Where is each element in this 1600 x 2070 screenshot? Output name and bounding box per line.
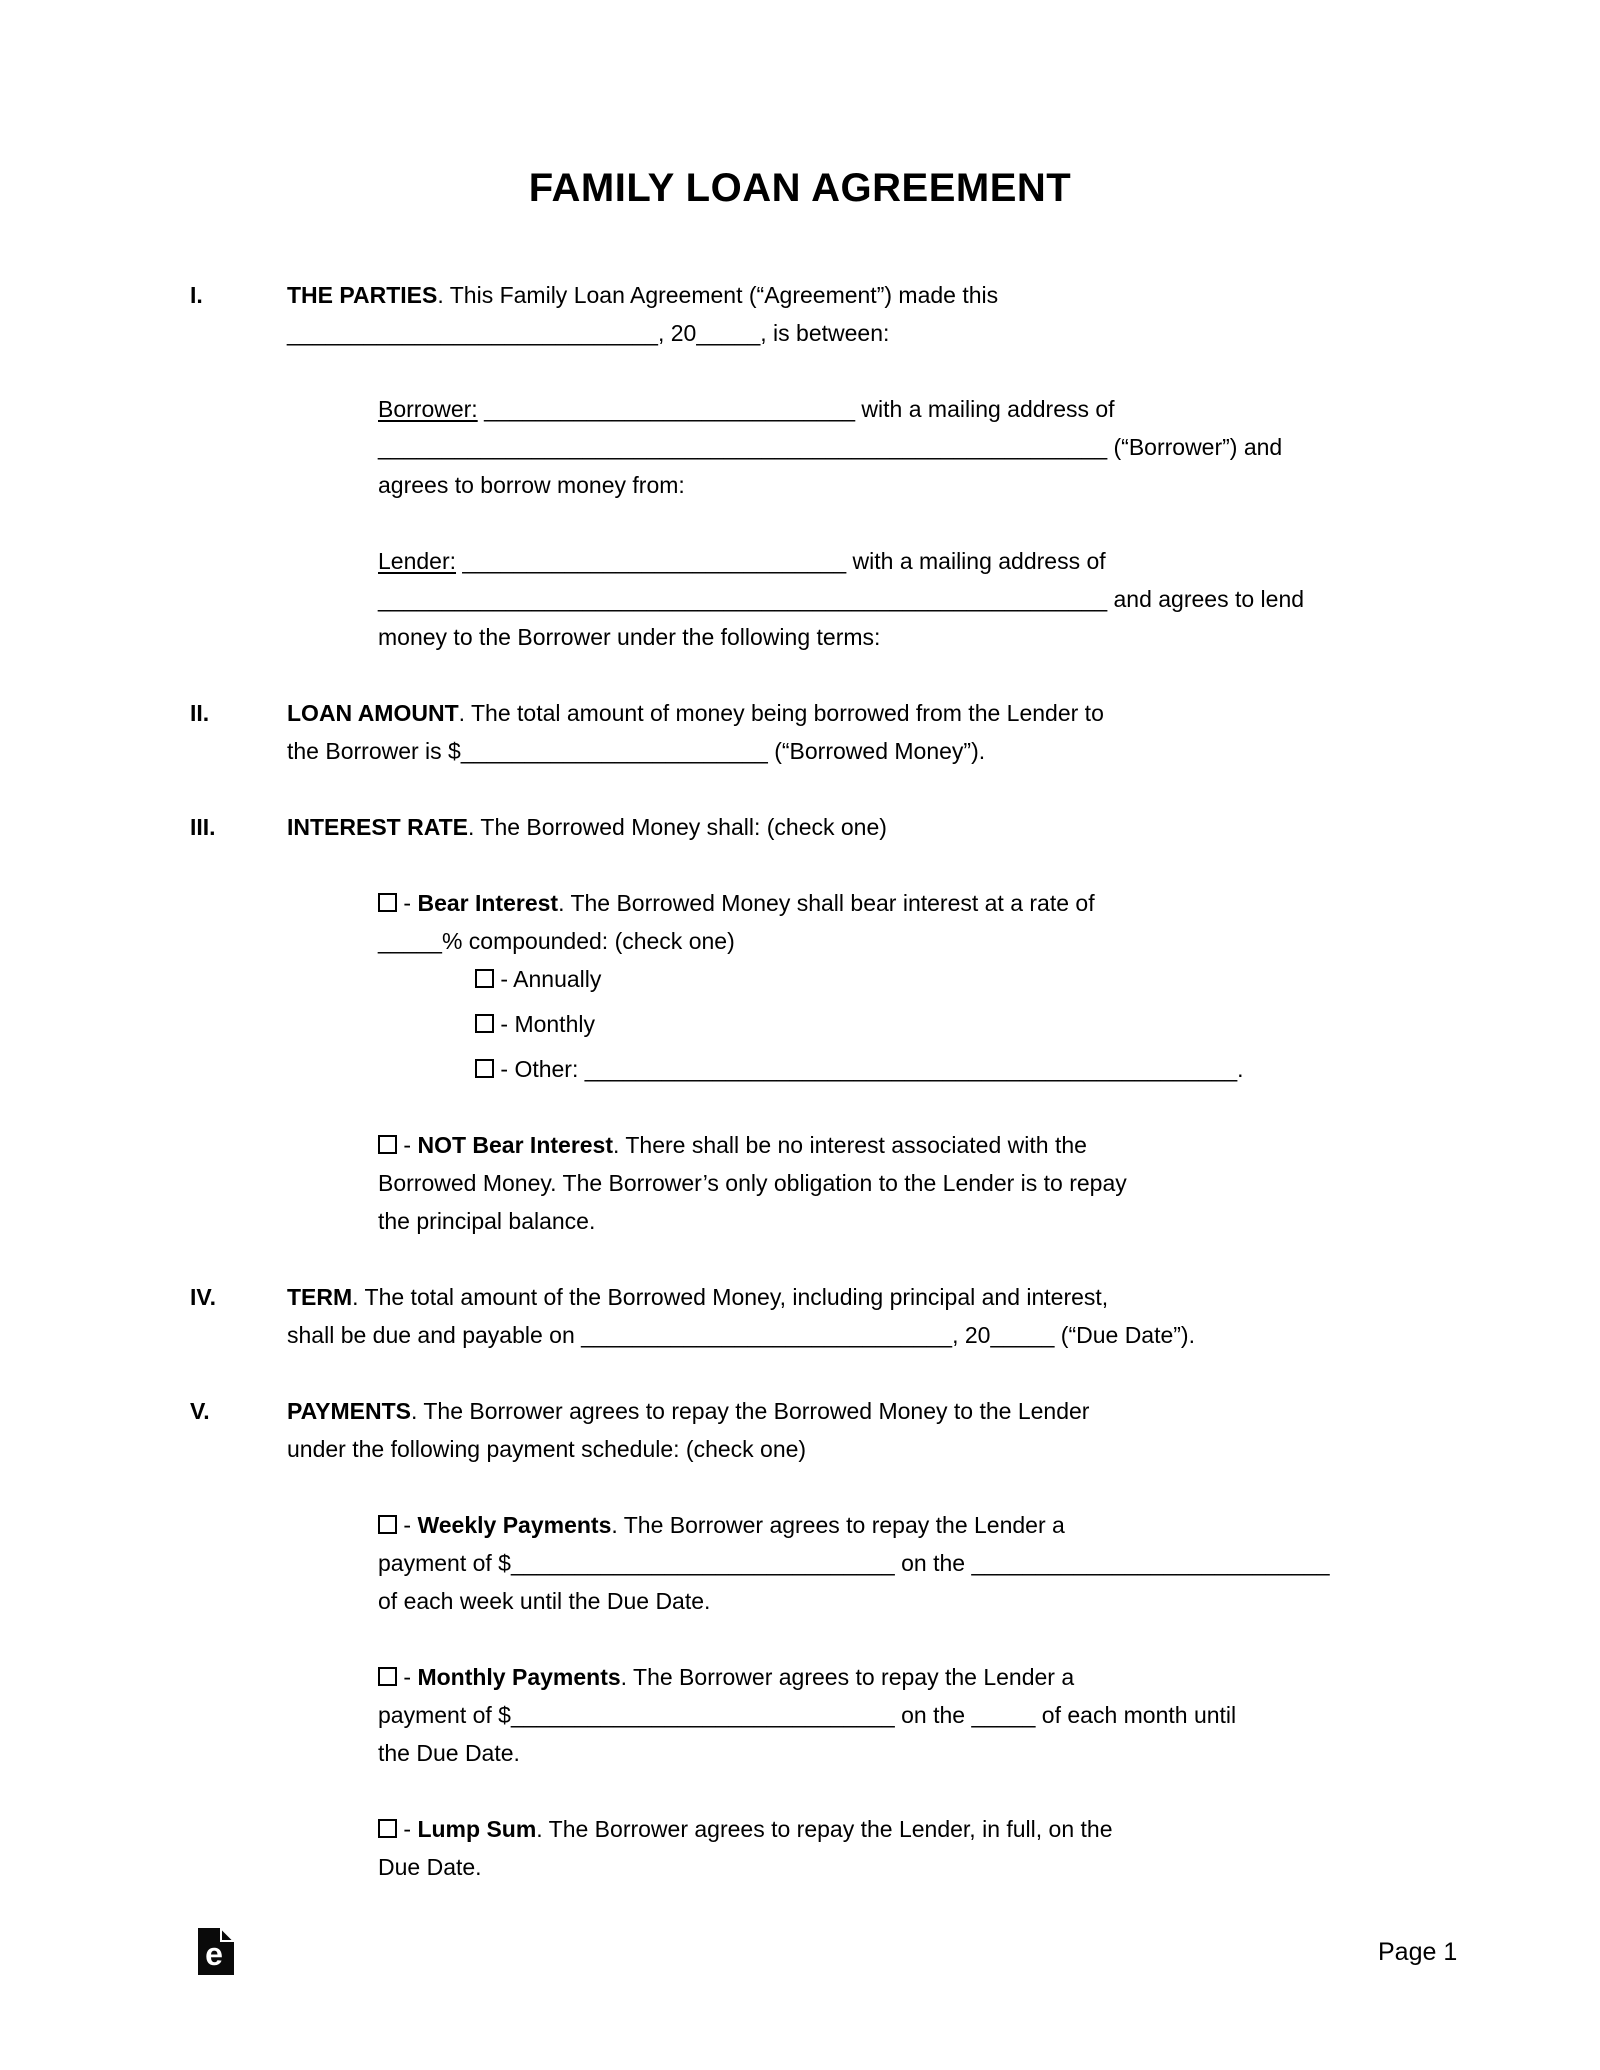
checkbox-icon[interactable] <box>378 893 397 912</box>
monthly-payments-option <box>378 1658 1430 1772</box>
section-body <box>287 694 1430 770</box>
body-text: . The Borrower agrees to repay the Borrowed Money to the Lender <box>410 1398 1090 1424</box>
body-text: . The Borrowed Money shall: (check one) <box>468 814 887 840</box>
bold-text: Weekly Payments <box>417 1512 612 1538</box>
checkbox-sublist <box>475 960 1430 1088</box>
section-payments <box>190 1392 1430 1468</box>
body-text: money to the Borrower under the following terms: <box>378 624 881 650</box>
body-text: _________________________________________________________ and agrees to lend <box>378 586 1305 612</box>
text-line <box>378 542 1430 580</box>
bold-text: Monthly Payments <box>417 1664 621 1690</box>
body-text: - <box>397 1132 418 1158</box>
bold-text: INTEREST RATE <box>287 814 469 840</box>
body-text: the principal balance. <box>378 1208 596 1234</box>
checkbox-icon[interactable] <box>378 1819 397 1838</box>
text-line <box>378 1848 1430 1886</box>
section-number: II. <box>190 700 210 726</box>
body-text: . The Borrowed Money shall bear interest at a rate of <box>558 890 1095 916</box>
page-number: Page 1 <box>1378 1938 1458 1966</box>
checkbox-icon[interactable] <box>475 1014 494 1033</box>
lender-clause <box>378 542 1430 656</box>
eforms-logo-icon <box>198 1928 234 1975</box>
body-text: shall be due and payable on _____________________________, 20_____ (“Due Date”). <box>287 1322 1195 1348</box>
section-loan-amount <box>190 694 1430 770</box>
body-text: - <box>397 1512 418 1538</box>
section-number: III. <box>190 814 216 840</box>
text-line <box>378 884 1430 922</box>
text-line <box>287 732 1430 770</box>
body-text: _________________________________________________________ (“Borrower”) and <box>378 434 1283 460</box>
body-text: the Due Date. <box>378 1740 520 1766</box>
section-body <box>287 1392 1430 1468</box>
text-line <box>287 276 1430 314</box>
section-body <box>287 808 1430 846</box>
text-line <box>287 1430 1430 1468</box>
text-line <box>378 1164 1430 1202</box>
checkbox-icon[interactable] <box>475 1059 494 1078</box>
section-body <box>287 276 1430 352</box>
section-number: I. <box>190 282 203 308</box>
text-line <box>287 694 1430 732</box>
text-line <box>378 922 1430 960</box>
section-interest-rate <box>190 808 1430 846</box>
text-line <box>378 1582 1430 1620</box>
text-line <box>378 1202 1430 1240</box>
text-line <box>378 1126 1430 1164</box>
logo-fold-corner <box>221 1928 234 1941</box>
underlined-label: Lender: <box>378 548 457 574</box>
text-line <box>378 1658 1430 1696</box>
text-line <box>378 1696 1430 1734</box>
text-line <box>378 428 1430 466</box>
underlined-label: Borrower: <box>378 396 478 422</box>
body-text: . The total amount of money being borrowed from the Lender to <box>458 700 1104 726</box>
body-text: . There shall be no interest associated with the <box>613 1132 1087 1158</box>
text-line <box>378 580 1430 618</box>
document-content <box>190 276 1430 1924</box>
body-text: - Annually <box>494 966 602 992</box>
body-text: . The Borrower agrees to repay the Lender, in full, on the <box>536 1816 1113 1842</box>
body-text: Borrowed Money. The Borrower’s only obligation to the Lender is to repay <box>378 1170 1127 1196</box>
body-text: - <box>397 1664 418 1690</box>
checkbox-icon[interactable] <box>378 1135 397 1154</box>
text-line <box>378 618 1430 656</box>
body-text: - Other: ___________________________________________________. <box>494 1056 1244 1082</box>
bold-text: THE PARTIES <box>287 282 438 308</box>
body-text: _____________________________, 20_____, is between: <box>287 320 890 346</box>
bold-text: PAYMENTS <box>287 1398 411 1424</box>
section-number: IV. <box>190 1284 217 1310</box>
logo-letter: e <box>205 1936 223 1972</box>
bear-interest-option <box>378 884 1430 1088</box>
body-text: payment of $______________________________ on the _____ of each month until <box>378 1702 1237 1728</box>
body-text: _____% compounded: (check one) <box>378 928 735 954</box>
section-body <box>287 1278 1430 1354</box>
checkbox-icon[interactable] <box>378 1667 397 1686</box>
section-the-parties <box>190 276 1430 352</box>
body-text: agrees to borrow money from: <box>378 472 685 498</box>
borrower-clause <box>378 390 1430 504</box>
section-term <box>190 1278 1430 1354</box>
text-line <box>287 1392 1430 1430</box>
lump-sum-option <box>378 1810 1430 1886</box>
body-text: the Borrower is $________________________ (“Borrowed Money”). <box>287 738 986 764</box>
body-text: _____________________________ with a mailing address of <box>477 396 1115 422</box>
body-text: - <box>397 890 418 916</box>
bold-text: TERM <box>287 1284 353 1310</box>
checkbox-subitem <box>475 1005 1430 1043</box>
bold-text: LOAN AMOUNT <box>287 700 459 726</box>
body-text: . The Borrower agrees to repay the Lender a <box>611 1512 1065 1538</box>
checkbox-subitem <box>475 960 1430 998</box>
section-number: V. <box>190 1398 210 1424</box>
text-line <box>287 314 1430 352</box>
text-line <box>378 466 1430 504</box>
body-text: . The Borrower agrees to repay the Lender a <box>620 1664 1075 1690</box>
text-line <box>378 1544 1430 1582</box>
bold-text: NOT Bear Interest <box>417 1132 614 1158</box>
text-line <box>287 1278 1430 1316</box>
body-text: - Monthly <box>494 1011 595 1037</box>
body-text: . The total amount of the Borrowed Money, including principal and interest, <box>352 1284 1109 1310</box>
bold-text: Lump Sum <box>417 1816 537 1842</box>
text-line <box>378 1734 1430 1772</box>
text-line <box>378 1810 1430 1848</box>
checkbox-subitem <box>475 1050 1430 1088</box>
text-line <box>378 390 1430 428</box>
body-text: . This Family Loan Agreement (“Agreement”) made this <box>437 282 999 308</box>
text-line <box>287 808 1430 846</box>
bold-text: Bear Interest <box>417 890 559 916</box>
checkbox-icon[interactable] <box>378 1515 397 1534</box>
page-title: FAMILY LOAN AGREEMENT <box>528 166 1072 210</box>
body-text: under the following payment schedule: (check one) <box>287 1436 807 1462</box>
body-text: payment of $______________________________ on the ____________________________ <box>378 1550 1330 1576</box>
body-text: - <box>397 1816 418 1842</box>
text-line <box>287 1316 1430 1354</box>
weekly-payments-option <box>378 1506 1430 1620</box>
body-text: ______________________________ with a mailing address of <box>456 548 1106 574</box>
text-line <box>378 1506 1430 1544</box>
body-text: of each week until the Due Date. <box>378 1588 711 1614</box>
not-bear-interest-option <box>378 1126 1430 1240</box>
body-text: Due Date. <box>378 1854 482 1880</box>
checkbox-icon[interactable] <box>475 969 494 988</box>
